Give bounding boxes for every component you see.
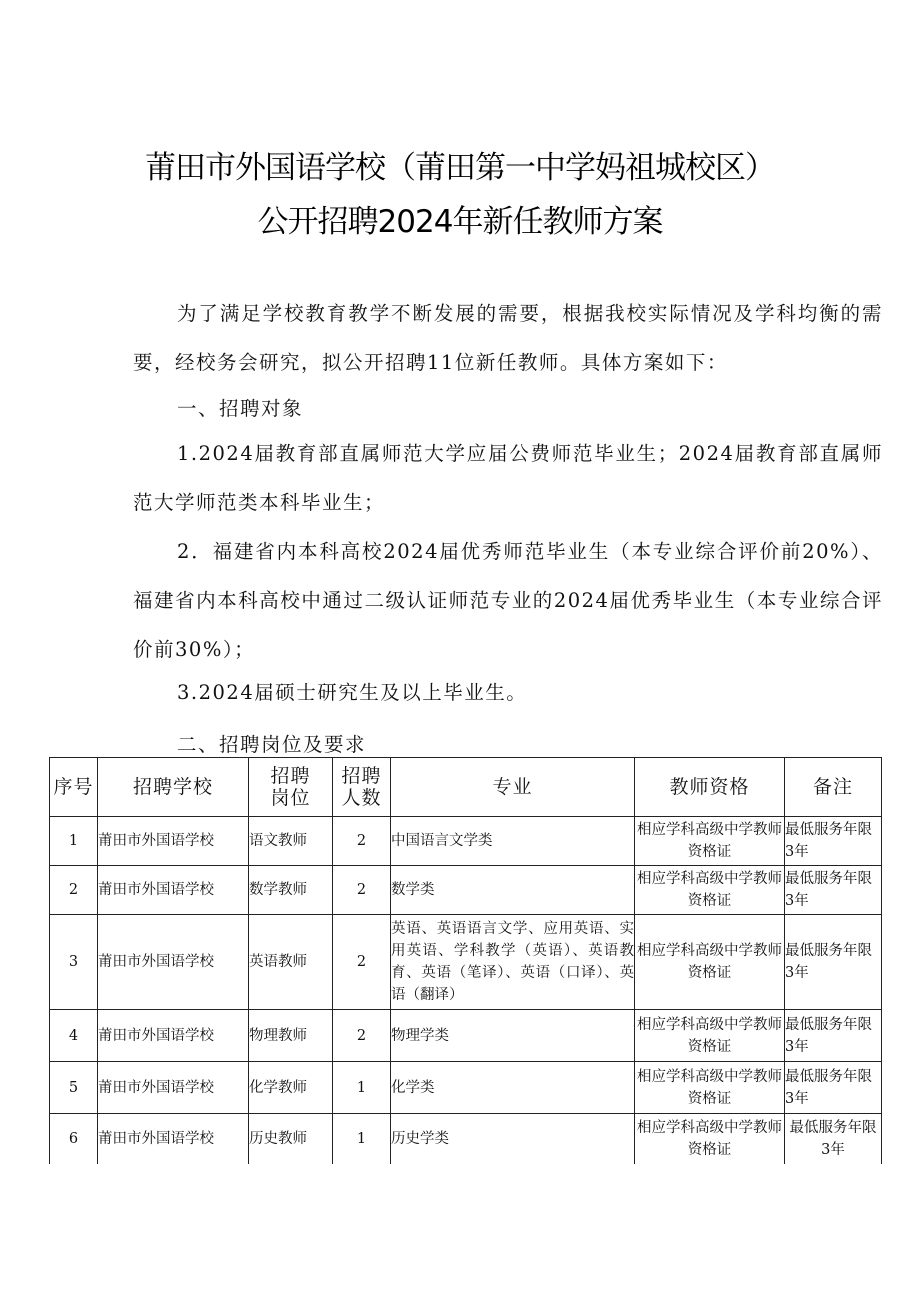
section-1-heading: 一、招聘对象 — [177, 397, 304, 420]
header-major: 专业 — [391, 758, 635, 817]
table-row — [50, 1062, 882, 1114]
recruit-target-item-3: 3.2024届硕士研究生及以上毕业生。 — [177, 681, 528, 704]
cell-qualification: 相应学科高级中学教师资格证 — [635, 866, 785, 915]
cell-school: 莆田市外国语学校 — [98, 866, 249, 915]
cell-qualification: 相应学科高级中学教师资格证 — [635, 1114, 785, 1165]
cell-count: 1 — [333, 1114, 391, 1165]
cell-school: 莆田市外国语学校 — [98, 1114, 249, 1165]
cell-note: 最低服务年限3年 — [785, 1062, 882, 1114]
cell-note: 最低服务年限3年 — [785, 915, 882, 1010]
header-qualification: 教师资格 — [635, 758, 785, 817]
cell-position: 语文教师 — [249, 817, 333, 866]
cell-index: 3 — [50, 915, 98, 1010]
cell-position: 数学教师 — [249, 866, 333, 915]
cell-qualification: 相应学科高级中学教师资格证 — [635, 915, 785, 1010]
cell-note: 最低服务年限3年 — [785, 1010, 882, 1062]
table-row — [50, 915, 882, 1010]
cell-index: 6 — [50, 1114, 98, 1165]
cell-index: 5 — [50, 1062, 98, 1114]
cell-school: 莆田市外国语学校 — [98, 1010, 249, 1062]
table-row — [50, 866, 882, 915]
recruit-target-item-2: 2．福建省内本科高校2024届优秀师范毕业生（本专业综合评价前20%）、福建省内本科高校中通过二级认证师范专业的2024届优秀毕业生（本专业综合评价前30%）； — [133, 540, 883, 661]
cell-count: 2 — [333, 817, 391, 866]
cell-school: 莆田市外国语学校 — [98, 1062, 249, 1114]
cell-school: 莆田市外国语学校 — [98, 817, 249, 866]
cell-note: 最低服务年限3年 — [785, 866, 882, 915]
header-position: 招聘岗位 — [249, 758, 333, 817]
cell-index: 1 — [50, 817, 98, 866]
cell-note: 最低服务年限3年 — [785, 1114, 882, 1165]
header-note: 备注 — [785, 758, 882, 817]
document-title-line-1: 莆田市外国语学校（莆田第一中学妈祖城校区） — [145, 150, 775, 186]
cell-position: 化学教师 — [249, 1062, 333, 1114]
positions-table — [49, 757, 882, 1164]
cell-major: 化学类 — [391, 1062, 635, 1114]
table-header-row — [50, 758, 882, 817]
cell-school: 莆田市外国语学校 — [98, 915, 249, 1010]
table-row — [50, 817, 882, 866]
cell-major: 英语、英语语言文学、应用英语、实用英语、学科教学（英语）、英语教育、英语（笔译）、英语（口译）、英语（翻译） — [391, 915, 635, 1010]
section-2-heading: 二、招聘岗位及要求 — [177, 733, 367, 756]
cell-count: 2 — [333, 866, 391, 915]
cell-major: 历史学类 — [391, 1114, 635, 1165]
document-title-line-2: 公开招聘2024年新任教师方案 — [257, 204, 663, 240]
intro-paragraph: 为了满足学校教育教学不断发展的需要，根据我校实际情况及学科均衡的需要，经校务会研究，拟公开招聘11位新任教师。具体方案如下： — [133, 302, 883, 374]
cell-note: 最低服务年限3年 — [785, 817, 882, 866]
header-school: 招聘学校 — [98, 758, 249, 817]
cell-position: 物理教师 — [249, 1010, 333, 1062]
cell-major: 中国语言文学类 — [391, 817, 635, 866]
cell-index: 2 — [50, 866, 98, 915]
cell-qualification: 相应学科高级中学教师资格证 — [635, 817, 785, 866]
cell-count: 2 — [333, 1010, 391, 1062]
table-row — [50, 1114, 882, 1165]
cell-count: 2 — [333, 915, 391, 1010]
cell-position: 历史教师 — [249, 1114, 333, 1165]
cell-index: 4 — [50, 1010, 98, 1062]
table-row — [50, 1010, 882, 1062]
header-index: 序号 — [50, 758, 98, 817]
cell-major: 物理学类 — [391, 1010, 635, 1062]
cell-major: 数学类 — [391, 866, 635, 915]
recruit-target-item-1: 1.2024届教育部直属师范大学应届公费师范毕业生；2024届教育部直属师范大学师范类本科毕业生； — [133, 442, 883, 514]
header-count: 招聘人数 — [333, 758, 391, 817]
cell-count: 1 — [333, 1062, 391, 1114]
cell-qualification: 相应学科高级中学教师资格证 — [635, 1010, 785, 1062]
cell-position: 英语教师 — [249, 915, 333, 1010]
cell-qualification: 相应学科高级中学教师资格证 — [635, 1062, 785, 1114]
